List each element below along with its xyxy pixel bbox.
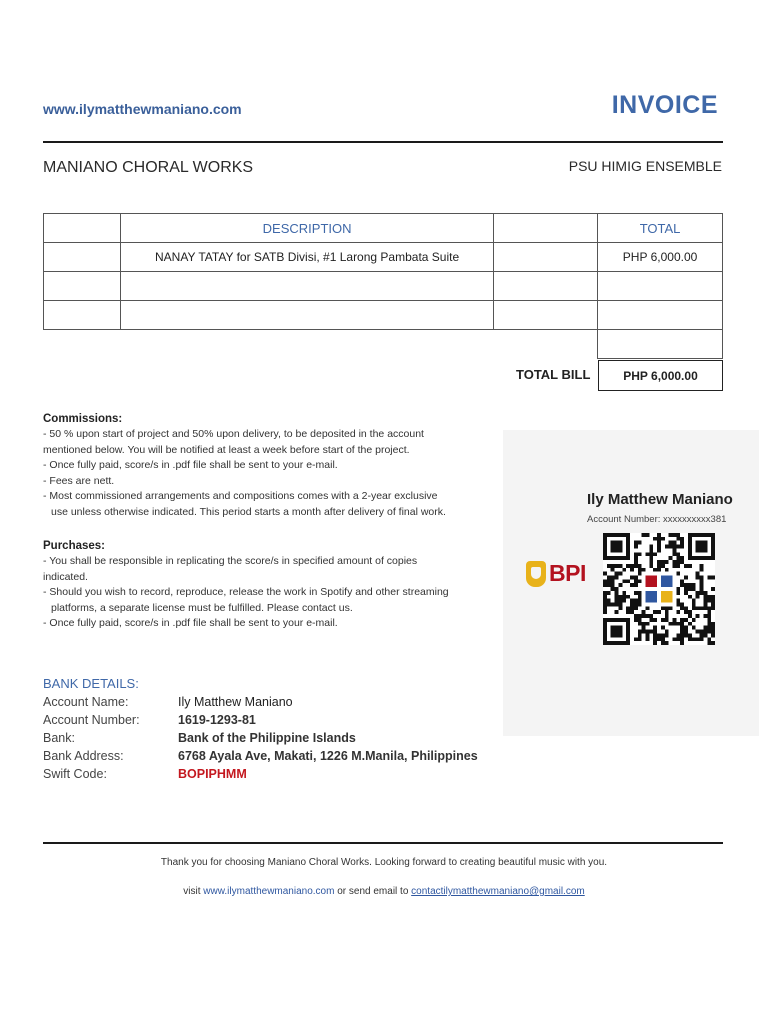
purchases-heading: Purchases: (43, 540, 106, 552)
bpi-seal-icon (526, 561, 546, 587)
purchases-line: - Should you wish to record, reproduce, release the work in Spotify and other streaming (43, 586, 449, 598)
website-url[interactable]: www.ilymatthewmaniano.com (43, 101, 242, 117)
item-description (120, 272, 493, 301)
footer-divider (43, 842, 723, 844)
bank-detail-label: Bank: (43, 731, 75, 745)
total-bill-label: TOTAL BILL (516, 367, 591, 382)
commissions-line: use unless otherwise indicated. This period starts a month after delivery of final work. (51, 505, 446, 518)
footer-email-link[interactable]: contactilymatthewmaniano@gmail.com (411, 886, 585, 897)
bank-address-value: 6768 Ayala Ave, Makati, 1226 M.Manila, Philippines (178, 749, 478, 763)
total-bill-value: PHP 6,000.00 (598, 360, 723, 391)
table-row (44, 243, 723, 272)
table-cell (494, 272, 598, 301)
header-divider (43, 141, 723, 143)
bank-detail-row (43, 765, 478, 783)
card-account-name: Ily Matthew Maniano (587, 491, 733, 508)
bank-detail-row (43, 693, 478, 711)
card-account-number: Account Number: xxxxxxxxxx381 (587, 514, 727, 525)
bpi-logo (526, 560, 586, 587)
table-cell (494, 243, 598, 272)
table-cell (44, 301, 121, 330)
client-name: PSU HIMIG ENSEMBLE (568, 158, 722, 174)
invoice-title: INVOICE (611, 91, 718, 119)
invoice-table (43, 213, 723, 359)
table-row (44, 272, 723, 301)
account-number-value: 1619-1293-81 (178, 713, 256, 727)
company-name: MANIANO CHORAL WORKS (43, 159, 254, 176)
commissions-line: mentioned below. You will be notified at least a week before start of the project. (43, 443, 410, 456)
visit-prefix: visit (183, 886, 201, 897)
commissions-heading: Commissions: (43, 413, 123, 425)
total-header: TOTAL (598, 214, 723, 243)
bank-details (43, 693, 478, 783)
table-cell (494, 330, 598, 359)
purchases-line: platforms, a separate license must be fulfilled. Please contact us. (51, 601, 353, 614)
item-description: NANAY TATAY for SATB Divisi, #1 Larong Pambata Suite (120, 243, 493, 272)
bank-detail-label: Bank Address: (43, 749, 124, 763)
commissions-line: - Fees are nett. (43, 474, 115, 487)
bank-details-heading: BANK DETAILS: (43, 676, 139, 691)
footer-website-link[interactable]: www.ilymatthewmaniano.com (203, 886, 335, 897)
table-row (44, 301, 723, 330)
commissions-section (43, 411, 493, 520)
commissions-line: - Most commissioned arrangements and compositions comes with a 2-year exclusive (43, 490, 438, 502)
table-cell (44, 272, 121, 301)
purchases-line: indicated. (43, 570, 88, 583)
bpi-logo-text: BPI (549, 560, 586, 586)
bank-detail-row (43, 747, 478, 765)
purchases-line: - You shall be responsible in replicating the score/s in specified amount of copies (43, 555, 418, 567)
email-prefix: or send email to (337, 886, 409, 897)
bank-detail-row (43, 711, 478, 729)
commissions-line: - 50 % upon start of project and 50% upon delivery, to be deposited in the account (43, 428, 424, 440)
bank-detail-row (43, 729, 478, 747)
swift-code-value: BOPIPHMM (178, 767, 247, 781)
purchases-line: - Once fully paid, score/s in .pdf file shall be sent to your e-mail. (43, 617, 338, 629)
bank-detail-label: Account Number: (43, 713, 140, 727)
table-spacer-row (44, 330, 723, 359)
description-header: DESCRIPTION (120, 214, 493, 243)
table-header-row (44, 214, 723, 243)
bank-name-value: Bank of the Philippine Islands (178, 731, 356, 745)
thank-you-message: Thank you for choosing Maniano Choral Works. Looking forward to creating beautiful music with you. (160, 857, 608, 868)
table-cell (44, 330, 121, 359)
account-name-value: Ily Matthew Maniano (178, 695, 293, 709)
bank-detail-label: Swift Code: (43, 767, 107, 781)
commissions-line: - Once fully paid, score/s in .pdf file shall be sent to your e-mail. (43, 459, 338, 471)
item-total: PHP 6,000.00 (598, 243, 723, 272)
item-description (120, 301, 493, 330)
bank-detail-label: Account Name: (43, 695, 129, 709)
table-cell (120, 330, 493, 359)
table-cell (494, 301, 598, 330)
item-total (598, 301, 723, 330)
table-cell (44, 243, 121, 272)
purchases-section (43, 538, 493, 632)
bank-qr-card (503, 430, 759, 736)
item-total (598, 272, 723, 301)
table-cell (598, 330, 723, 359)
qr-code-icon (603, 533, 715, 645)
table-header-cell (494, 214, 598, 243)
table-header-cell (44, 214, 121, 243)
contact-line (0, 886, 768, 897)
